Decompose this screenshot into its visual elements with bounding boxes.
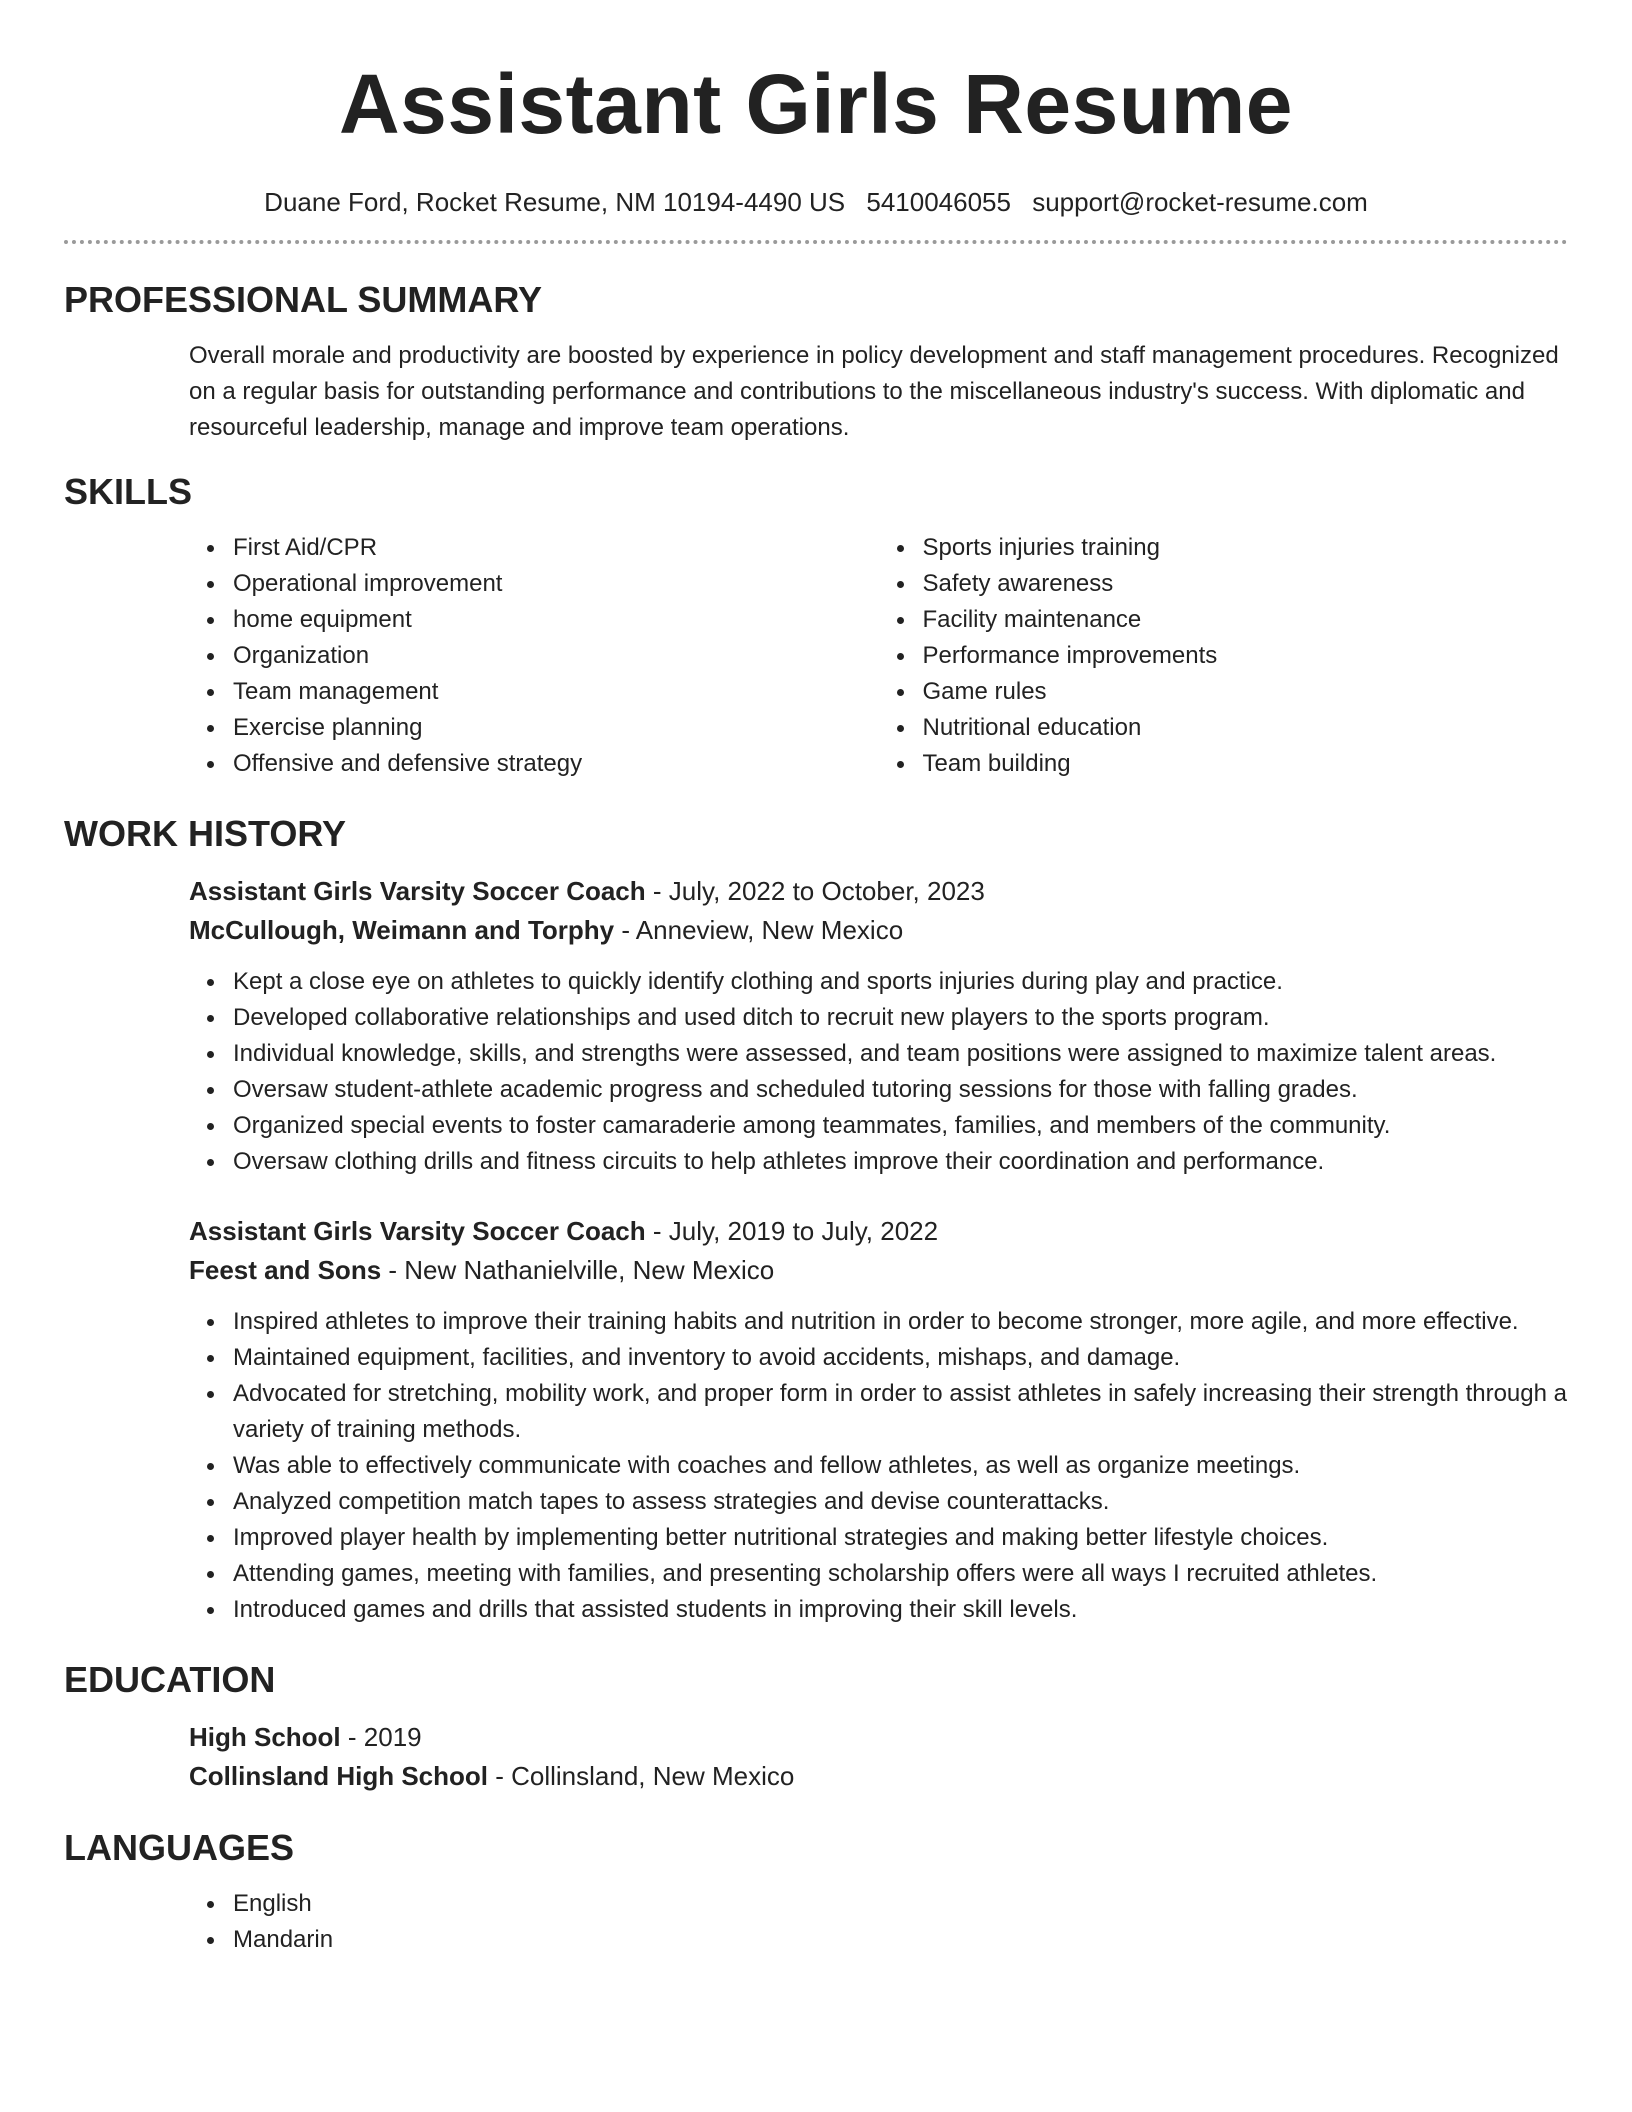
job-bullet: Oversaw clothing drills and fitness circuits to help athletes improve their coordination and performance. — [233, 1144, 1568, 1180]
job-dates: - July, 2019 to July, 2022 — [645, 1216, 939, 1246]
work-section — [64, 812, 1568, 1628]
skill-item: Facility maintenance — [923, 602, 1569, 638]
job-bullets — [189, 1304, 1568, 1628]
skill-item: Exercise planning — [233, 710, 879, 746]
contact-phone: 5410046055 — [866, 187, 1011, 217]
languages-list — [189, 1886, 1568, 1958]
skills-section — [64, 470, 1568, 782]
job-bullet: Oversaw student-athlete academic progress and scheduled tutoring sessions for those with falling grades. — [233, 1072, 1568, 1108]
education-year: - 2019 — [340, 1722, 422, 1752]
summary-text: Overall morale and productivity are boosted by experience in policy development and staff management procedures. Recognized on a regular basis for outstanding performance and contributions to the miscellaneous industry's success. With diplomatic and resourceful leadership, manage and improve team operations. — [189, 342, 1559, 441]
job-company-line — [189, 911, 1568, 950]
job-title: Assistant Girls Varsity Soccer Coach — [189, 876, 646, 906]
skills-grid — [189, 530, 1568, 782]
contact-address: Duane Ford, Rocket Resume, NM 10194-4490 US — [264, 187, 846, 217]
header-divider — [64, 240, 1568, 244]
job-entry — [64, 1212, 1568, 1628]
job-entry — [64, 872, 1568, 1180]
job-bullet: Was able to effectively communicate with coaches and fellow athletes, as well as organize meetings. — [233, 1448, 1568, 1484]
job-location: - Anneview, New Mexico — [614, 915, 904, 945]
job-bullet: Maintained equipment, facilities, and inventory to avoid accidents, mishaps, and damage. — [233, 1340, 1568, 1376]
summary-heading: PROFESSIONAL SUMMARY — [64, 279, 543, 320]
skill-item: Performance improvements — [923, 638, 1569, 674]
job-bullet: Advocated for stretching, mobility work, and proper form in order to assist athletes in safely increasing their strength through a variety of training methods. — [233, 1376, 1568, 1448]
job-bullet: Improved player health by implementing better nutritional strategies and making better lifestyle choices. — [233, 1520, 1568, 1556]
job-dates: - July, 2022 to October, 2023 — [645, 876, 985, 906]
skill-item: Nutritional education — [923, 710, 1569, 746]
skill-item: Team management — [233, 674, 879, 710]
skill-item: Safety awareness — [923, 566, 1569, 602]
summary-section — [64, 278, 1568, 446]
job-location: - New Nathanielville, New Mexico — [381, 1255, 775, 1285]
job-bullet: Analyzed competition match tapes to assess strategies and devise counterattacks. — [233, 1484, 1568, 1520]
skill-item: Organization — [233, 638, 879, 674]
job-title-line — [189, 872, 1568, 911]
job-bullets — [189, 964, 1568, 1180]
contact-line — [64, 186, 1568, 218]
job-bullet: Organized special events to foster camaraderie among teammates, families, and members of the community. — [233, 1108, 1568, 1144]
skill-item: Sports injuries training — [923, 530, 1569, 566]
skill-item: home equipment — [233, 602, 879, 638]
job-bullet: Kept a close eye on athletes to quickly identify clothing and sports injuries during play and practice. — [233, 964, 1568, 1000]
resume-title: Assistant Girls Resume — [338, 57, 1294, 151]
skills-heading: SKILLS — [64, 471, 193, 512]
skill-item: Operational improvement — [233, 566, 879, 602]
job-bullet: Individual knowledge, skills, and strengths were assessed, and team positions were assigned to maximize talent areas. — [233, 1036, 1568, 1072]
skills-list-right — [879, 530, 1569, 782]
education-degree-line — [189, 1718, 1568, 1757]
job-company: McCullough, Weimann and Torphy — [189, 915, 615, 945]
skill-item: Offensive and defensive strategy — [233, 746, 879, 782]
job-bullet: Developed collaborative relationships and used ditch to recruit new players to the sports program. — [233, 1000, 1568, 1036]
skill-item: Game rules — [923, 674, 1569, 710]
skill-item: First Aid/CPR — [233, 530, 879, 566]
job-bullet: Introduced games and drills that assisted students in improving their skill levels. — [233, 1592, 1568, 1628]
job-company: Feest and Sons — [189, 1255, 382, 1285]
skill-item: Team building — [923, 746, 1569, 782]
education-school-line — [189, 1757, 1568, 1796]
job-title: Assistant Girls Varsity Soccer Coach — [189, 1216, 646, 1246]
job-title-line — [189, 1212, 1568, 1251]
education-heading: EDUCATION — [64, 1659, 276, 1700]
languages-section — [64, 1826, 1568, 1958]
job-bullet: Inspired athletes to improve their training habits and nutrition in order to become stronger, more agile, and more effective. — [233, 1304, 1568, 1340]
education-school: Collinsland High School — [189, 1761, 488, 1791]
languages-heading: LANGUAGES — [64, 1827, 295, 1868]
job-company-line — [189, 1251, 1568, 1290]
education-location: - Collinsland, New Mexico — [488, 1761, 795, 1791]
education-degree: High School — [189, 1722, 341, 1752]
language-item: English — [233, 1886, 1568, 1922]
job-bullet: Attending games, meeting with families, and presenting scholarship offers were all ways I recruited athletes. — [233, 1556, 1568, 1592]
contact-email[interactable]: support@rocket-resume.com — [1032, 187, 1368, 217]
education-section — [64, 1658, 1568, 1796]
language-item: Mandarin — [233, 1922, 1568, 1958]
work-heading: WORK HISTORY — [64, 813, 347, 854]
skills-list-left — [189, 530, 879, 782]
